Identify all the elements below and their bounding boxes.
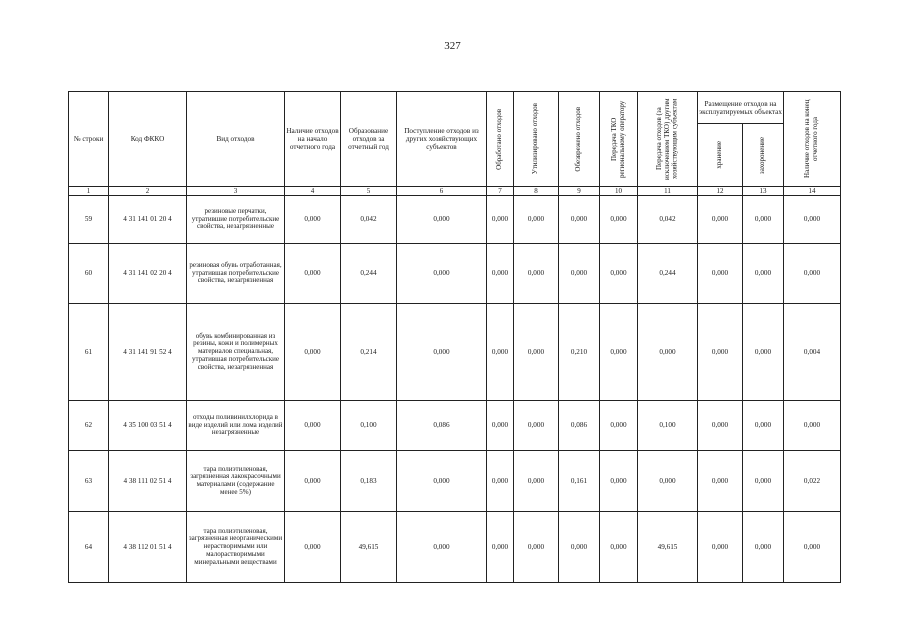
value-utilized: 0,000 — [514, 196, 559, 244]
column-number: 4 — [285, 187, 341, 196]
value-neutralized: 0,210 — [559, 304, 600, 401]
value-received: 0,000 — [397, 196, 487, 244]
row-number: 60 — [69, 244, 109, 304]
header-end-balance: Наличие отходов на конец отчетного года — [803, 99, 820, 179]
value-utilized: 0,000 — [514, 401, 559, 451]
header-storage: хранение — [715, 141, 724, 169]
table-row — [69, 244, 841, 304]
value-transferred-other: 0,042 — [638, 196, 698, 244]
value-end-balance: 0,000 — [784, 244, 841, 304]
header-regional-operator-cell — [600, 92, 638, 187]
waste-name: тара полиэтиленовая, загрязненная лакокрасочными материалами (содержание менее 5%) — [187, 451, 285, 512]
column-number: 2 — [109, 187, 187, 196]
header-waste-type: Вид отходов — [187, 92, 285, 187]
header-storage-cell — [698, 124, 743, 187]
value-neutralized: 0,000 — [559, 196, 600, 244]
value-burial: 0,000 — [743, 196, 784, 244]
header-regional-operator: Передача ТКО региональному оператору — [609, 100, 626, 178]
header-processed-cell — [487, 92, 514, 187]
value-start-balance: 0,000 — [285, 512, 341, 583]
value-end-balance: 0,000 — [784, 196, 841, 244]
table-row — [69, 304, 841, 401]
value-burial: 0,000 — [743, 451, 784, 512]
value-neutralized: 0,086 — [559, 401, 600, 451]
value-regional-operator: 0,000 — [600, 512, 638, 583]
row-number: 59 — [69, 196, 109, 244]
value-generated: 0,042 — [341, 196, 397, 244]
header-burial: захоронение — [758, 136, 767, 174]
header-generated: Образование отходов за отчетный год — [341, 92, 397, 187]
value-utilized: 0,000 — [514, 244, 559, 304]
value-generated: 0,100 — [341, 401, 397, 451]
column-number: 12 — [698, 187, 743, 196]
table-body — [69, 196, 841, 583]
fkko-code: 4 38 111 02 51 4 — [109, 451, 187, 512]
table-row — [69, 401, 841, 451]
header-utilized: Утилизировано отходов — [531, 103, 540, 175]
value-utilized: 0,000 — [514, 512, 559, 583]
value-start-balance: 0,000 — [285, 401, 341, 451]
header-neutralized: Обезврежено отходов — [574, 106, 583, 172]
column-number: 7 — [487, 187, 514, 196]
row-number: 64 — [69, 512, 109, 583]
value-regional-operator: 0,000 — [600, 451, 638, 512]
value-neutralized: 0,161 — [559, 451, 600, 512]
fkko-code: 4 31 141 02 20 4 — [109, 244, 187, 304]
value-transferred-other: 49,615 — [638, 512, 698, 583]
fkko-code: 4 35 100 03 51 4 — [109, 401, 187, 451]
column-number: 1 — [69, 187, 109, 196]
value-transferred-other: 0,000 — [638, 304, 698, 401]
header-placement-group: Размещение отходов на эксплуатируемых объектах — [698, 92, 784, 124]
value-transferred-other: 0,100 — [638, 401, 698, 451]
header-start-balance: Наличие отходов на начало отчетного года — [285, 92, 341, 187]
table-row — [69, 196, 841, 244]
header-row-no: № строки — [69, 92, 109, 187]
column-number: 14 — [784, 187, 841, 196]
value-processed: 0,000 — [487, 196, 514, 244]
column-number: 8 — [514, 187, 559, 196]
row-number: 62 — [69, 401, 109, 451]
waste-name: обувь комбинированная из резины, кожи и полимерных материалов специальная, утратившая потребительские свойства, незагрязненная — [187, 304, 285, 401]
value-start-balance: 0,000 — [285, 304, 341, 401]
waste-name: отходы поливинилхлорида в виде изделий или лома изделий незагрязненные — [187, 401, 285, 451]
value-processed: 0,000 — [487, 304, 514, 401]
column-number: 13 — [743, 187, 784, 196]
value-burial: 0,000 — [743, 244, 784, 304]
value-received: 0,000 — [397, 512, 487, 583]
header-processed: Обработано отходов — [495, 108, 504, 170]
value-generated: 0,183 — [341, 451, 397, 512]
header-burial-cell — [743, 124, 784, 187]
fkko-code: 4 31 141 91 52 4 — [109, 304, 187, 401]
value-processed: 0,000 — [487, 451, 514, 512]
value-burial: 0,000 — [743, 512, 784, 583]
value-generated: 49,615 — [341, 512, 397, 583]
fkko-code: 4 38 112 01 51 4 — [109, 512, 187, 583]
waste-table — [68, 91, 841, 583]
value-storage: 0,000 — [698, 451, 743, 512]
row-number: 61 — [69, 304, 109, 401]
value-storage: 0,000 — [698, 512, 743, 583]
value-end-balance: 0,004 — [784, 304, 841, 401]
value-storage: 0,000 — [698, 401, 743, 451]
value-received: 0,000 — [397, 244, 487, 304]
value-regional-operator: 0,000 — [600, 196, 638, 244]
value-received: 0,000 — [397, 304, 487, 401]
value-utilized: 0,000 — [514, 451, 559, 512]
value-start-balance: 0,000 — [285, 451, 341, 512]
value-storage: 0,000 — [698, 304, 743, 401]
column-number: 10 — [600, 187, 638, 196]
value-burial: 0,000 — [743, 304, 784, 401]
value-generated: 0,244 — [341, 244, 397, 304]
value-start-balance: 0,000 — [285, 196, 341, 244]
value-processed: 0,000 — [487, 244, 514, 304]
waste-name: резиновые перчатки, утратившие потребительские свойства, незагрязненные — [187, 196, 285, 244]
page-number: 327 — [444, 40, 461, 52]
header-received: Поступление отходов из других хозяйствующих субъектов — [397, 92, 487, 187]
header-neutralized-cell — [559, 92, 600, 187]
value-transferred-other: 0,000 — [638, 451, 698, 512]
header-transferred-other-cell — [638, 92, 698, 187]
header-transferred-other: Передача отходов (за исключением ТКО) другим хозяйствующим субъектам — [654, 98, 679, 180]
value-burial: 0,000 — [743, 401, 784, 451]
value-storage: 0,000 — [698, 244, 743, 304]
row-number: 63 — [69, 451, 109, 512]
header-end-balance-cell — [784, 92, 841, 187]
value-end-balance: 0,022 — [784, 451, 841, 512]
column-number: 5 — [341, 187, 397, 196]
header-fkko-code: Код ФККО — [109, 92, 187, 187]
value-storage: 0,000 — [698, 196, 743, 244]
column-number-row — [69, 187, 841, 196]
value-transferred-other: 0,244 — [638, 244, 698, 304]
value-regional-operator: 0,000 — [600, 401, 638, 451]
column-number: 9 — [559, 187, 600, 196]
header-utilized-cell — [514, 92, 559, 187]
column-number: 6 — [397, 187, 487, 196]
value-neutralized: 0,000 — [559, 244, 600, 304]
waste-name: тара полиэтиленовая, загрязненная неорганическими нерастворимыми или малорастворимыми минеральными веществами — [187, 512, 285, 583]
table-row — [69, 451, 841, 512]
value-received: 0,000 — [397, 451, 487, 512]
value-utilized: 0,000 — [514, 304, 559, 401]
value-end-balance: 0,000 — [784, 401, 841, 451]
value-processed: 0,000 — [487, 512, 514, 583]
value-generated: 0,214 — [341, 304, 397, 401]
value-processed: 0,000 — [487, 401, 514, 451]
column-number: 11 — [638, 187, 698, 196]
table-header — [69, 92, 841, 196]
value-received: 0,086 — [397, 401, 487, 451]
value-end-balance: 0,000 — [784, 512, 841, 583]
column-number: 3 — [187, 187, 285, 196]
value-neutralized: 0,000 — [559, 512, 600, 583]
value-start-balance: 0,000 — [285, 244, 341, 304]
value-regional-operator: 0,000 — [600, 244, 638, 304]
fkko-code: 4 31 141 01 20 4 — [109, 196, 187, 244]
waste-name: резиновая обувь отработанная, утратившая потребительские свойства, незагрязненная — [187, 244, 285, 304]
value-regional-operator: 0,000 — [600, 304, 638, 401]
table-row — [69, 512, 841, 583]
